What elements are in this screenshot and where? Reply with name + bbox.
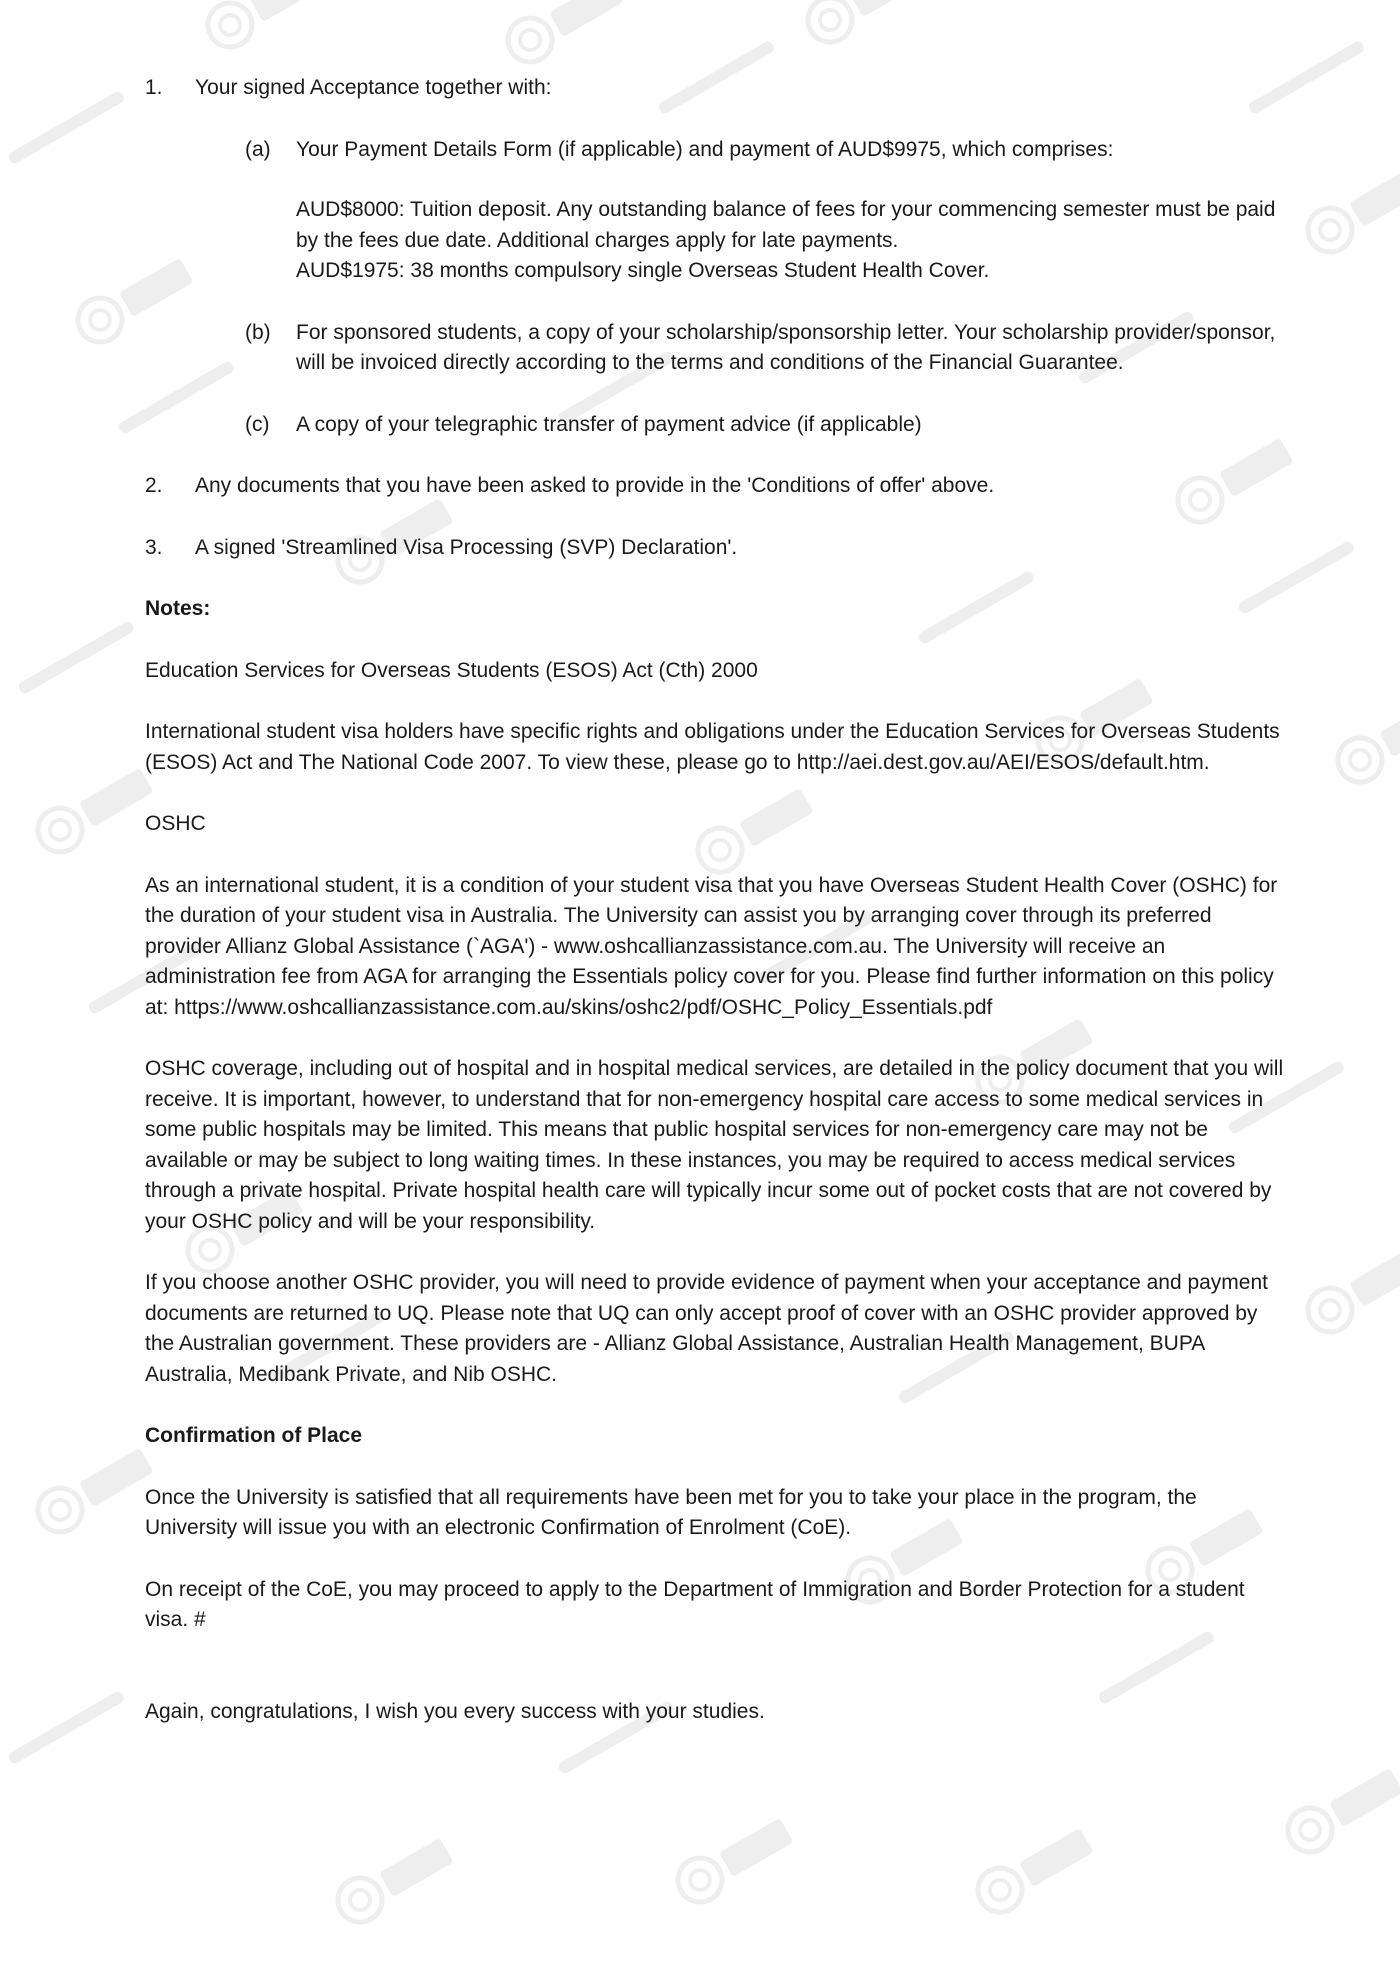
subitem-label: (b) [245, 320, 271, 344]
subitem-text: For sponsored students, a copy of your scholarship/sponsorship letter. Your scholarship provider/sponsor, will be invoiced directly according to the terms and conditions of the Financial Guarantee. [296, 320, 1276, 374]
notes-heading: Notes: [145, 597, 211, 620]
esos-title: Education Services for Overseas Students (ESOS) Act (Cth) 2000 [145, 658, 758, 682]
document-page [145, 73, 1285, 1727]
list-item-text: Your signed Acceptance together with: [195, 76, 552, 99]
oshc-cover-line: AUD$1975: 38 months compulsory single Overseas Student Health Cover. [296, 259, 990, 282]
list-item-1 [145, 73, 1285, 440]
list-number: 1. [145, 76, 163, 99]
subitem-a [245, 135, 1285, 287]
subitem-label: (c) [245, 412, 270, 436]
oshc-paragraph-2: OSHC coverage, including out of hospital and in hospital medical services, are detailed in the policy document that you will receive. It is important, however, to understand that for non-emergency hospital care access to some medical services in some public hospitals may be limited. This means that public hospital services for non-emergency care may not be available or may be subject to long waiting times. In these instances, you may be required to access medical services through a private hospital. Private hospital health care will typically incur some out of pocket costs that are not covered by your OSHC policy and will be your responsibility. [145, 1057, 1284, 1233]
confirmation-paragraph-2: On receipt of the CoE, you may proceed to apply to the Department of Immigration and Border Protection for a student visa. # [145, 1577, 1245, 1631]
oshc-paragraph-3: If you choose another OSHC provider, you will need to provide evidence of payment when your acceptance and payment documents are returned to UQ. Please note that UQ can only accept proof of cover with an OSHC provider approved by the Australian government. These providers are - Allianz Global Assistance, Australian Health Management, BUPA Australia, Medibank Private, and Nib OSHC. [145, 1271, 1268, 1386]
list-item-text: A signed 'Streamlined Visa Processing (SVP) Declaration'. [195, 535, 738, 559]
tuition-deposit-line: AUD$8000: Tuition deposit. Any outstanding balance of fees for your commencing semester must be paid by the fees due date. Additional charges apply for late payments. [296, 198, 1276, 252]
list-item-3 [145, 533, 1285, 564]
esos-paragraph: International student visa holders have specific rights and obligations under the Education Services for Overseas Students (ESOS) Act and The National Code 2007. To view these, please go to http://aei.dest.gov.au/AEI/ESOS/default.htm. [145, 720, 1280, 774]
list-item-2 [145, 471, 1285, 502]
oshc-paragraph-1: As an international student, it is a condition of your student visa that you have Overseas Student Health Cover (OSHC) for the duration of your student visa in Australia. The University can assist you by arranging cover through its preferred provider Allianz Global Assistance (`AGA') - www.oshcallianzassistance.com.au. The University will receive an administration fee from AGA for arranging the Essentials policy cover for you. Please find further information on this policy at: https://www.oshcallianzassistance.com.au/skins/oshc2/pdf/OSHC_Policy_Essentials.pdf [145, 873, 1278, 1019]
list-number: 3. [145, 535, 163, 559]
payment-breakdown [296, 195, 1285, 287]
list-number: 2. [145, 474, 163, 497]
subitem-label: (a) [245, 137, 271, 161]
list-item-text: Any documents that you have been asked to provide in the 'Conditions of offer' above. [195, 474, 995, 497]
confirmation-paragraph-1: Once the University is satisfied that all requirements have been met for you to take your place in the program, the University will issue you with an electronic Confirmation of Enrolment (CoE). [145, 1485, 1197, 1539]
subitem-c [245, 410, 1285, 441]
subitem-b [245, 318, 1285, 379]
subitem-text: A copy of your telegraphic transfer of payment advice (if applicable) [296, 412, 922, 436]
closing-line: Again, congratulations, I wish you every success with your studies. [145, 1699, 765, 1723]
oshc-title: OSHC [145, 812, 206, 835]
confirmation-heading: Confirmation of Place [145, 1424, 363, 1447]
subitem-text: Your Payment Details Form (if applicable) and payment of AUD$9975, which comprises: [296, 137, 1114, 161]
